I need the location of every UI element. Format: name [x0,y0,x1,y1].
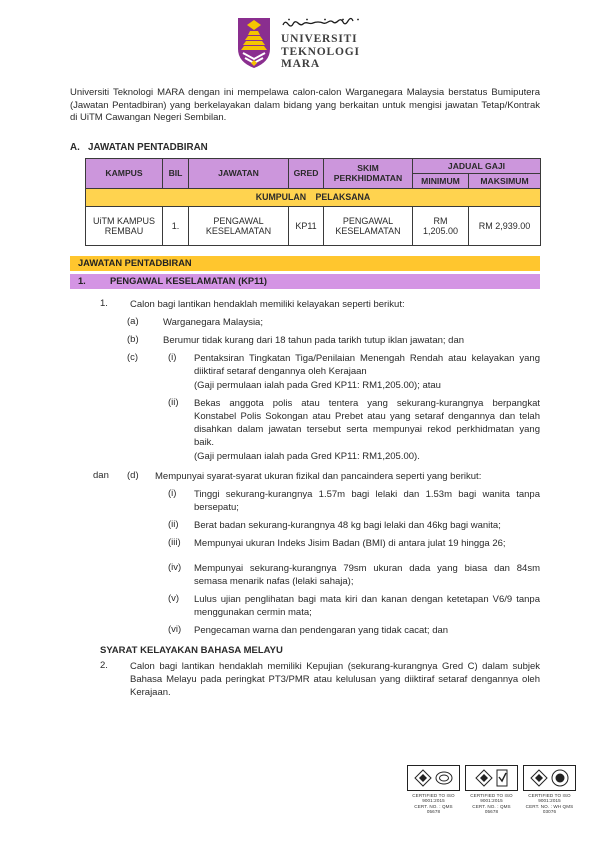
text-d-vi: Pengecaman warna dan pendengaran yang tidak cacat; dan [194,624,449,636]
text-a: Warganegara Malaysia; [163,316,263,328]
requirement-d-vi [168,624,540,637]
label-d-iii: (iii) [168,536,181,548]
text-c-i-body: Pentaksiran Tingkatan Tiga/Penilaian Menengah Rendah atau kelayakan yang diiktiraf setaraf dengannya oleh Kerajaan [194,352,540,377]
section-a-label: A. [70,141,80,153]
cell-jawatan: PENGAWAL KESELAMATAN [189,206,289,245]
note-c-ii: (Gaji permulaan ialah pada Gred KP11: RM1,205.00). [194,450,420,462]
requirement-item-2 [70,660,540,699]
text-d-iv: Mempunyai sekurang-kurangnya 79sm ukuran dada yang biasa dan 84sm semasa menarik nafas (lelaki sahaja); [194,562,540,587]
cert-1-caption: CERTIFIED TO ISO 9001:2015 CERT. NO. : QMS 05678 [412,792,455,815]
requirement-item-1 [70,298,540,311]
requirement-d-iv [168,562,540,588]
col-header-maksimum: MAKSIMUM [469,173,541,188]
label-d: (d) [127,469,139,481]
section-a-heading [70,142,540,153]
text-c-i [194,352,540,392]
text-c-ii-body: Bekas anggota polis atau tentera yang sekurang-kurangnya berpangkat Konstabel Polis Sokongan atau Prebet atau yang setaraf dengannya dan telah disahkan dalam jawatan tersebut serta mempunyai rekod perkhidmatan yang baik. [194,397,540,448]
label-d-i: (i) [168,487,177,499]
item-banner-number: 1. [78,276,86,287]
label-c-ii: (ii) [168,396,179,408]
item-1-number: 1. [100,297,108,309]
note-c-i: (Gaji permulaan ialah pada Gred KP11: RM1,205.00); atau [194,379,441,391]
uitm-logo [0,0,600,77]
label-d-iv: (iv) [168,561,182,573]
item-2-text: Calon bagi lantikan hendaklah memiliki Kepujian (sekurang-kurangnya Gred C) dalam subjek Bahasa Melayu pada peringkat PT3/PMR atau kelulusan yang diiktiraf setaraf dengannya oleh Kerajaan. [130,660,540,698]
col-header-kampus: KAMPUS [86,158,163,188]
text-c-ii [194,397,540,463]
text-d-ii: Berat badan sekurang-kurangnya 48 kg bagi lelaki dan 46kg bagi wanita; [194,519,501,531]
cell-gred: KP11 [289,206,324,245]
jobs-table [85,158,541,246]
requirement-b [127,334,540,347]
university-name-line-2: TEKNOLOGI [281,45,360,58]
label-a: (a) [127,315,139,327]
requirement-d-v [168,593,540,619]
university-name-line-1: UNIVERSITI [281,33,358,45]
col-header-gred: GRED [289,158,324,188]
intro-paragraph: Universiti Teknologi MARA dengan ini mempelawa calon-calon Warganegara Malaysia berstatus Bumiputera (Jawatan Pentadbiran) yang berkelayakan dalam bidang yang berkaitan untuk mengisi jawatan Tetap/Kontrak di UiTM Cawangan Negeri Sembilan. [70,87,540,124]
section-banner-label: JAWATAN PENTADBIRAN [78,258,192,269]
text-d: Mempunyai syarat-syarat ukuran fizikal dan pancaindera seperti yang berikut: [155,470,482,482]
section-banner-jawatan-pentadbiran [70,256,540,271]
certification-marks [407,765,576,815]
item-1-text: Calon bagi lantikan hendaklah memiliki kelayakan seperti berikut: [130,298,405,310]
requirement-d-ii [168,519,540,532]
item-banner-pengawal-keselamatan [70,274,540,289]
requirement-d-i [168,488,540,514]
requirement-d-iii [168,537,540,550]
label-b: (b) [127,333,139,345]
cell-bil: 1. [163,206,189,245]
col-header-jawatan: JAWATAN [189,158,289,188]
requirement-c-ii [168,397,540,463]
section-a-title: JAWATAN PENTADBIRAN [88,141,208,153]
cert-mark-1 [407,765,460,815]
col-header-jadual-gaji: JADUAL GAJI [413,158,541,173]
text-d-v: Lulus ujian penglihatan bagi mata kiri dan kanan dengan ketetapan V6/9 tanpa menggunakan cermin mata; [194,593,540,618]
text-d-i: Tinggi sekurang-kurangnya 1.57m bagi lelaki dan 1.53m bagi wanita tanpa bersepatu; [194,488,540,513]
text-d-iii: Mempunyai ukuran Indeks Jisim Badan (BMI) di antara julat 19 hingga 26; [194,537,506,549]
bahasa-melayu-heading: SYARAT KELAYAKAN BAHASA MELAYU [100,644,283,656]
col-header-bil: BIL [163,158,189,188]
label-dan: dan [93,469,109,481]
cert-2-caption: CERTIFIED TO ISO 9001:2015 CERT. NO. : QMS 05678 [470,792,513,815]
group-row-kumpulan-pelaksana: KUMPULAN PELAKSANA [86,188,541,206]
cert-2-logos-icon [465,765,518,791]
cert-1-logos-icon [407,765,460,791]
text-b: Berumur tidak kurang dari 18 tahun pada tarikh tutup iklan jawatan; dan [163,334,465,346]
cell-gaji-maksimum: RM 2,939.00 [469,206,541,245]
label-d-ii: (ii) [168,518,179,530]
requirements-section [70,298,540,699]
label-d-vi: (vi) [168,623,182,635]
item-2-number: 2. [100,659,108,671]
cert-3-caption: CERTIFIED TO ISO 9001:2015 CERT. NO. : WH QMS 03076 [525,792,574,815]
table-row [86,206,541,245]
label-d-v: (v) [168,592,180,604]
jawi-calligraphy-icon [281,15,365,33]
item-banner-title: PENGAWAL KESELAMATAN (KP11) [110,276,268,287]
col-header-skim: SKIM PERKHIDMATAN [324,158,413,188]
requirement-d [93,470,540,483]
label-c: (c) [127,351,139,363]
uitm-shield-icon [235,15,273,76]
cell-skim: PENGAWAL KESELAMATAN [324,206,413,245]
cert-3-logos-icon [523,765,576,791]
col-header-minimum: MINIMUM [413,173,469,188]
cert-mark-3 [523,765,576,815]
cert-mark-2 [465,765,518,815]
requirement-c-i [127,352,540,392]
requirement-a [127,316,540,329]
label-c-i: (i) [168,351,177,363]
cell-kampus: UiTM KAMPUS REMBAU [86,206,163,245]
university-name-line-3: MARA [281,58,320,70]
cell-gaji-minimum: RM 1,205.00 [413,206,469,245]
